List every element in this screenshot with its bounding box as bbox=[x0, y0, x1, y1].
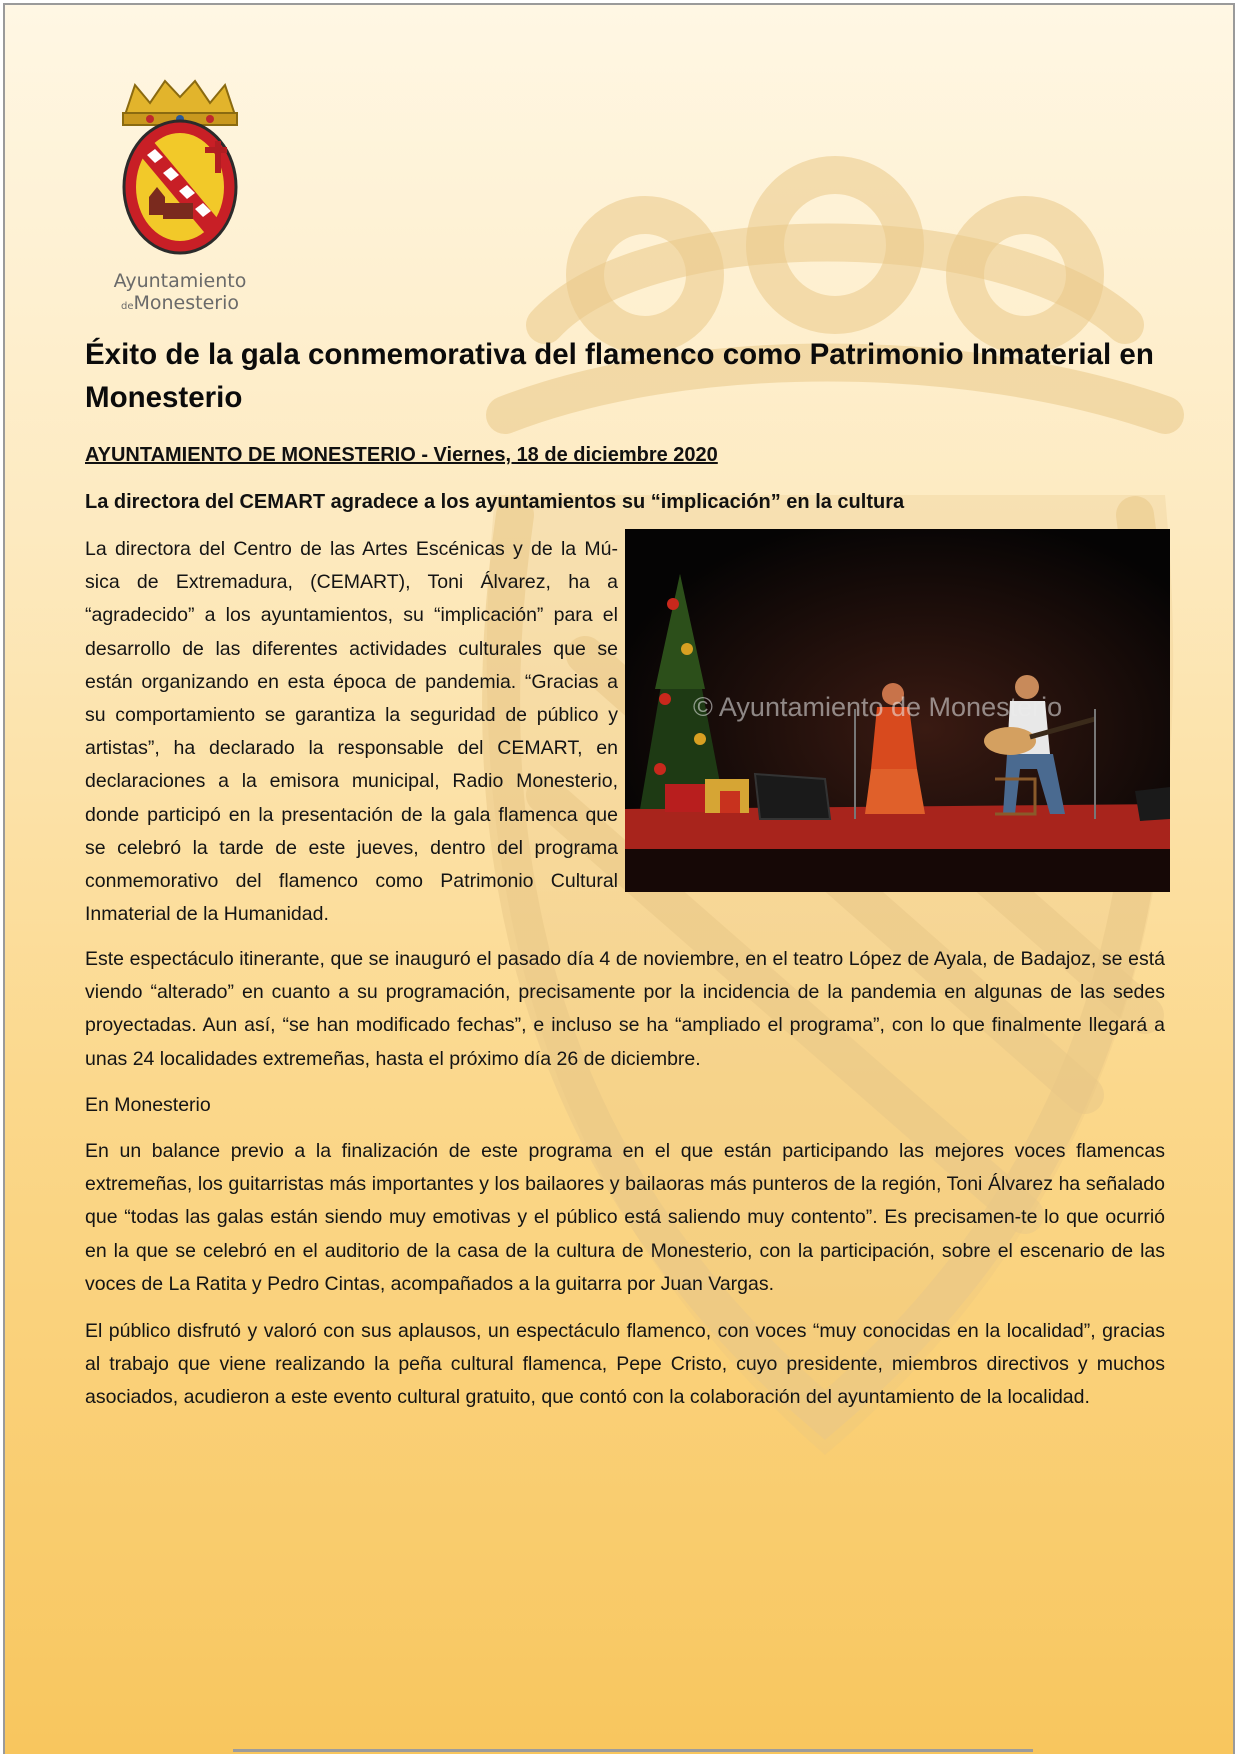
logo-caption bbox=[105, 270, 255, 318]
footer-divider bbox=[233, 1749, 1033, 1752]
article-title: Éxito de la gala conmemorativa del flamenco como Patrimonio Inmaterial en Monesterio bbox=[85, 338, 1154, 414]
paragraph-4: El público disfrutó y valoró con sus aplausos, un espectáculo flamenco, con voces “muy conocidas en la localidad”, gracias al trabajo que viene realizando la peña cultural flamenca, Pepe Cristo, cuyo presidente, miembros directivos y muchos asociados, acudieron a este evento cultural gratuito, que contó con la colaboración del ayuntamiento de la localidad. bbox=[85, 1320, 1165, 1409]
paragraph-1: La directora del Centro de las Artes Escénicas y de la Mú-sica de Extremadura, (CEMART), Toni Álvarez, ha a “agradecido” a los ayuntamientos, su “implicación” para el desarrollo de las diferentes actividades culturales que se están organizando en esta época de pandemia. “Gracias a su comportamiento se garantiza la seguridad de público y artistas”, ha declarado la responsable del CEMART, en declaraciones a la emisora municipal, Radio Monesterio, donde participó en la presentación de la gala flamenca que se celebró la tarde de este jueves, dentro del programa conmemorativo del flamenco como Patrimonio Cultural Inmaterial de la Humanidad. bbox=[85, 538, 618, 926]
coat-of-arms-icon bbox=[105, 75, 255, 265]
article-byline: AYUNTAMIENTO DE MONESTERIO - Viernes, 18 de diciembre 2020 bbox=[85, 444, 718, 466]
article-subtitle: La directora del CEMART agradece a los ayuntamientos su “implicación” en la cultura bbox=[85, 491, 905, 513]
logo-de: de bbox=[120, 301, 134, 312]
logo-line-ayuntamiento: Ayuntamiento bbox=[113, 270, 247, 292]
logo-line-monesterio bbox=[105, 292, 255, 318]
paragraph-2: Este espectáculo itinerante, que se inauguró el pasado día 4 de noviembre, en el teatro López de Ayala, de Badajoz, se está viendo “alterado” en cuanto a su programación, precisamente por la incidencia de la pandemia en algunas de las sedes proyectadas. Aun así, “se han modificado fechas”, e incluso se ha “ampliado el programa”, con lo que finalmente llegará a unas 24 localidades extremeñas, hasta el próximo día 26 de diciembre. bbox=[85, 948, 1165, 1070]
document-page bbox=[3, 3, 1235, 1754]
section-heading-en-monesterio: En Monesterio bbox=[85, 1094, 211, 1116]
photo-watermark: © Ayuntamiento de Monesterio bbox=[693, 692, 1063, 722]
flamenco-stage-photo bbox=[625, 529, 1170, 892]
logo-monesterio: Monesterio bbox=[133, 292, 239, 314]
municipality-logo bbox=[105, 75, 255, 320]
paragraph-3: En un balance previo a la finalización de este programa en el que están participando las mejores voces flamencas extremeñas, los guitarristas más importantes y los bailaores y bailaoras más punteros de la región, Toni Álvarez ha señalado que “todas las galas están siendo muy emotivas y el público está saliendo muy contento”. Es precisamen-te lo que ocurrió en la que se celebró en el auditorio de la casa de la cultura de Monesterio, con la participación, sobre el escenario de las voces de La Ratita y Pedro Cintas, acompañados a la guitarra por Juan Vargas. bbox=[85, 1140, 1165, 1295]
